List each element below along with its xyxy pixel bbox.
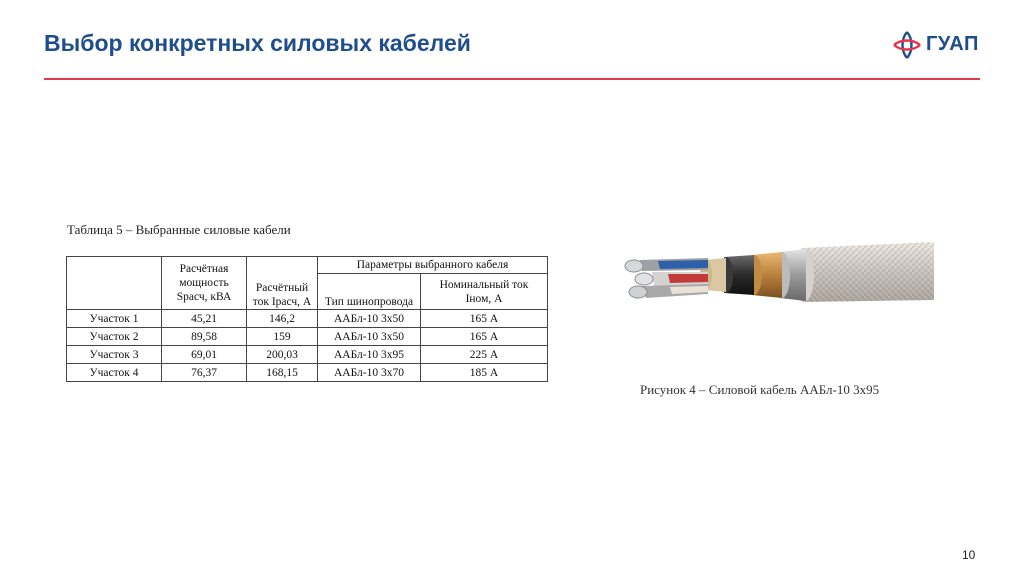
power-cable-icon [612,236,936,314]
header-current-line1: Расчётный [255,282,309,294]
power-cable-photo [612,236,936,319]
cell-nominal: 165 А [421,310,548,328]
header-type: Тип шинопровода [318,274,421,310]
cell-section: Участок 1 [67,310,162,328]
header-params: Параметры выбранного кабеля [318,257,548,274]
cell-section: Участок 2 [67,328,162,346]
cell-nominal: 185 А [421,364,548,382]
header-nominal-line2: Iном, А [465,292,503,305]
header-power-line1: Расчётная [179,263,229,275]
header-nominal [421,274,548,310]
header-nominal-line1: Номинальный ток [439,278,529,291]
header-section [67,257,162,310]
cell-type: ААБл-10 3х50 [318,310,421,328]
figure-caption: Рисунок 4 – Силовой кабель ААБл-10 3х95 [640,382,880,397]
table-row [67,346,548,364]
guap-logo-icon [892,30,922,60]
cell-type: ААБл-10 3х95 [318,346,421,364]
cell-current: 159 [247,328,318,346]
guap-logo [892,30,984,60]
cell-type: ААБл-10 3х50 [318,328,421,346]
header-power [162,257,247,310]
cell-section: Участок 4 [67,364,162,382]
cell-type: ААБл-10 3х70 [318,364,421,382]
cell-nominal: 225 А [421,346,548,364]
header-current [247,257,318,310]
header-current-line2: ток Iрасч, А [252,296,312,308]
cell-power: 45,21 [162,310,247,328]
table-header-row-1 [67,257,548,274]
table-row [67,310,548,328]
cell-power: 89,58 [162,328,247,346]
logo-text: ГУАП [926,33,979,55]
cell-current: 200,03 [247,346,318,364]
header-power-line3: Sрасч, кВА [176,291,232,303]
cell-nominal: 165 А [421,328,548,346]
cell-power: 76,37 [162,364,247,382]
cell-power: 69,01 [162,346,247,364]
cell-current: 168,15 [247,364,318,382]
header-power-line2: мощность [179,277,229,289]
table-row [67,364,548,382]
table-row [67,328,548,346]
table-caption: Таблица 5 – Выбранные силовые кабели [67,222,291,237]
cell-current: 146,2 [247,310,318,328]
slide-title: Выбор конкретных силовых кабелей [44,30,471,56]
title-divider [44,78,980,80]
cell-section: Участок 3 [67,346,162,364]
cables-table [66,256,548,382]
page-number: 10 [962,548,976,562]
